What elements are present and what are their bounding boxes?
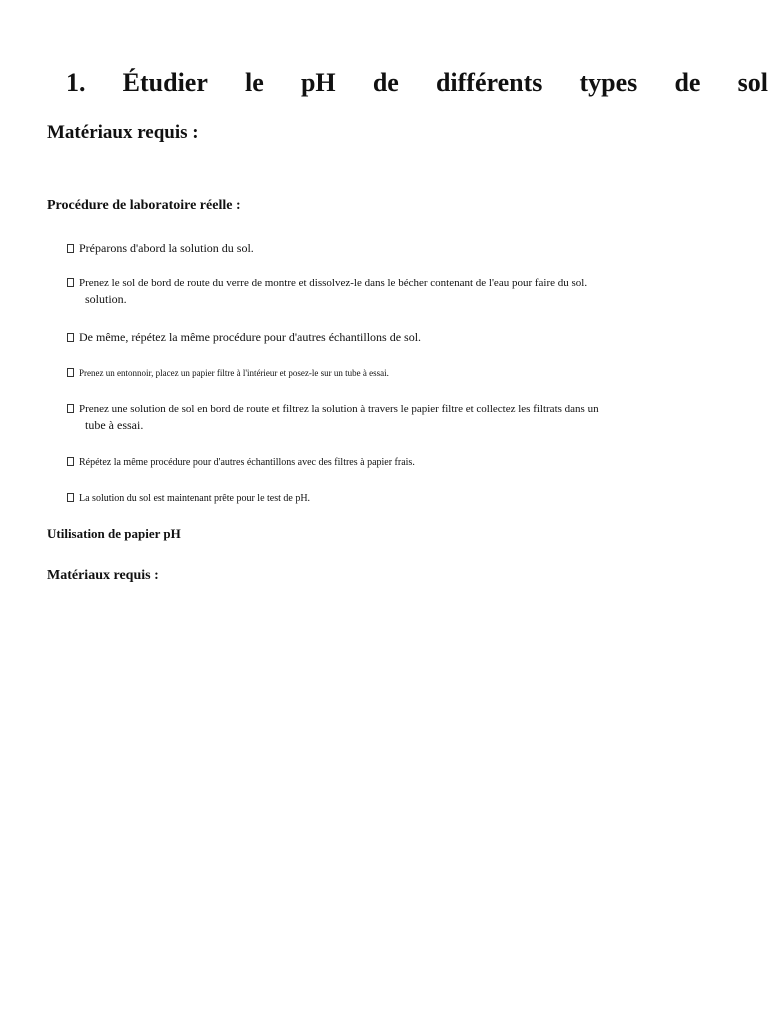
procedure-heading: Procédure de laboratoire réelle : — [47, 198, 241, 213]
checkbox-bullet-icon — [67, 493, 74, 502]
step-text: La solution du sol est maintenant prête pour le test de pH. — [79, 493, 311, 504]
title-word: de — [372, 68, 399, 97]
title-word: de — [674, 68, 701, 97]
checkbox-bullet-icon — [67, 244, 74, 253]
step-text: De même, répétez la même procédure pour d'autres échantillons de sol. — [79, 330, 422, 344]
materials-heading: Matériaux requis : — [47, 122, 199, 143]
procedure-step — [67, 329, 627, 345]
ph-paper-heading: Utilisation de papier pH — [47, 526, 181, 541]
step-text: Répétez la même procédure pour d'autres échantillons avec des filtres à papier frais. — [79, 457, 415, 468]
procedure-step — [67, 402, 627, 433]
procedure-step — [67, 276, 627, 307]
procedure-step — [67, 240, 627, 256]
procedure-step — [67, 456, 627, 470]
title-word: pH — [300, 68, 336, 97]
document-title — [66, 68, 768, 108]
step-text: Prenez un entonnoir, placez un papier filtre à l'intérieur et posez-le sur un tube à essai. — [79, 368, 389, 378]
step-text: Prenez une solution de sol en bord de route et filtrez la solution à travers le papier filtre et collectez les filtrats dans un — [79, 403, 599, 415]
title-word: 1. — [66, 68, 86, 97]
title-word: types — [579, 68, 638, 97]
title-word: le — [245, 68, 264, 97]
checkbox-bullet-icon — [67, 278, 74, 287]
procedure-step — [67, 492, 627, 506]
step-continuation: tube à essai. — [85, 417, 144, 432]
title-word: différents — [435, 68, 543, 97]
checkbox-bullet-icon — [67, 404, 74, 413]
step-text: Prenez le sol de bord de route du verre de montre et dissolvez-le dans le bécher contenant de l'eau pour faire du sol. — [79, 277, 588, 289]
checkbox-bullet-icon — [67, 368, 74, 377]
checkbox-bullet-icon — [67, 457, 74, 466]
checkbox-bullet-icon — [67, 333, 74, 342]
title-word: Étudier — [122, 68, 208, 97]
step-text: Préparons d'abord la solution du sol. — [79, 241, 254, 255]
title-word: sol — [737, 68, 768, 97]
procedure-step — [67, 367, 627, 379]
materials-heading-2: Matériaux requis : — [47, 568, 159, 583]
step-continuation: solution. — [85, 291, 127, 306]
